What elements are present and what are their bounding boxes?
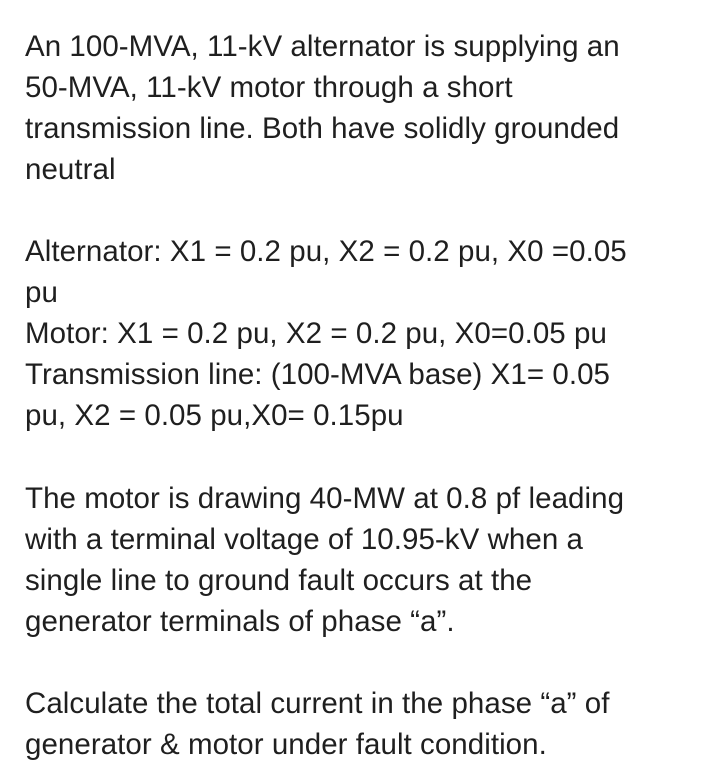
- operating-condition-paragraph: [25, 478, 705, 642]
- parameters-paragraph: [25, 231, 705, 436]
- parameter-line: pu, X2 = 0.05 pu,X0= 0.15pu: [25, 399, 404, 432]
- question-line: generator & motor under fault condition.: [25, 728, 547, 761]
- operation-line: generator terminals of phase “a”.: [25, 605, 455, 638]
- operation-line: The motor is drawing 40-MW at 0.8 pf leading: [25, 482, 625, 515]
- parameter-line: Transmission line: (100-MVA base) X1= 0.05: [25, 358, 610, 391]
- intro-line: An 100-MVA, 11-kV alternator is supplying an: [25, 30, 620, 63]
- intro-line: 50-MVA, 11-kV motor through a short: [25, 71, 513, 104]
- parameter-line: Alternator: X1 = 0.2 pu, X2 = 0.2 pu, X0 =0.05: [25, 235, 627, 268]
- parameter-line: Motor: X1 = 0.2 pu, X2 = 0.2 pu, X0=0.05 pu: [25, 317, 607, 350]
- operation-line: with a terminal voltage of 10.95-kV when a: [25, 523, 583, 556]
- question-line: Calculate the total current in the phase “a” of: [25, 687, 610, 720]
- intro-line: transmission line. Both have solidly grounded: [25, 112, 620, 145]
- question-paragraph: [25, 683, 705, 765]
- parameter-line: pu: [25, 276, 58, 309]
- intro-line: neutral: [25, 153, 116, 186]
- intro-paragraph: [25, 26, 705, 190]
- operation-line: single line to ground fault occurs at the: [25, 564, 533, 597]
